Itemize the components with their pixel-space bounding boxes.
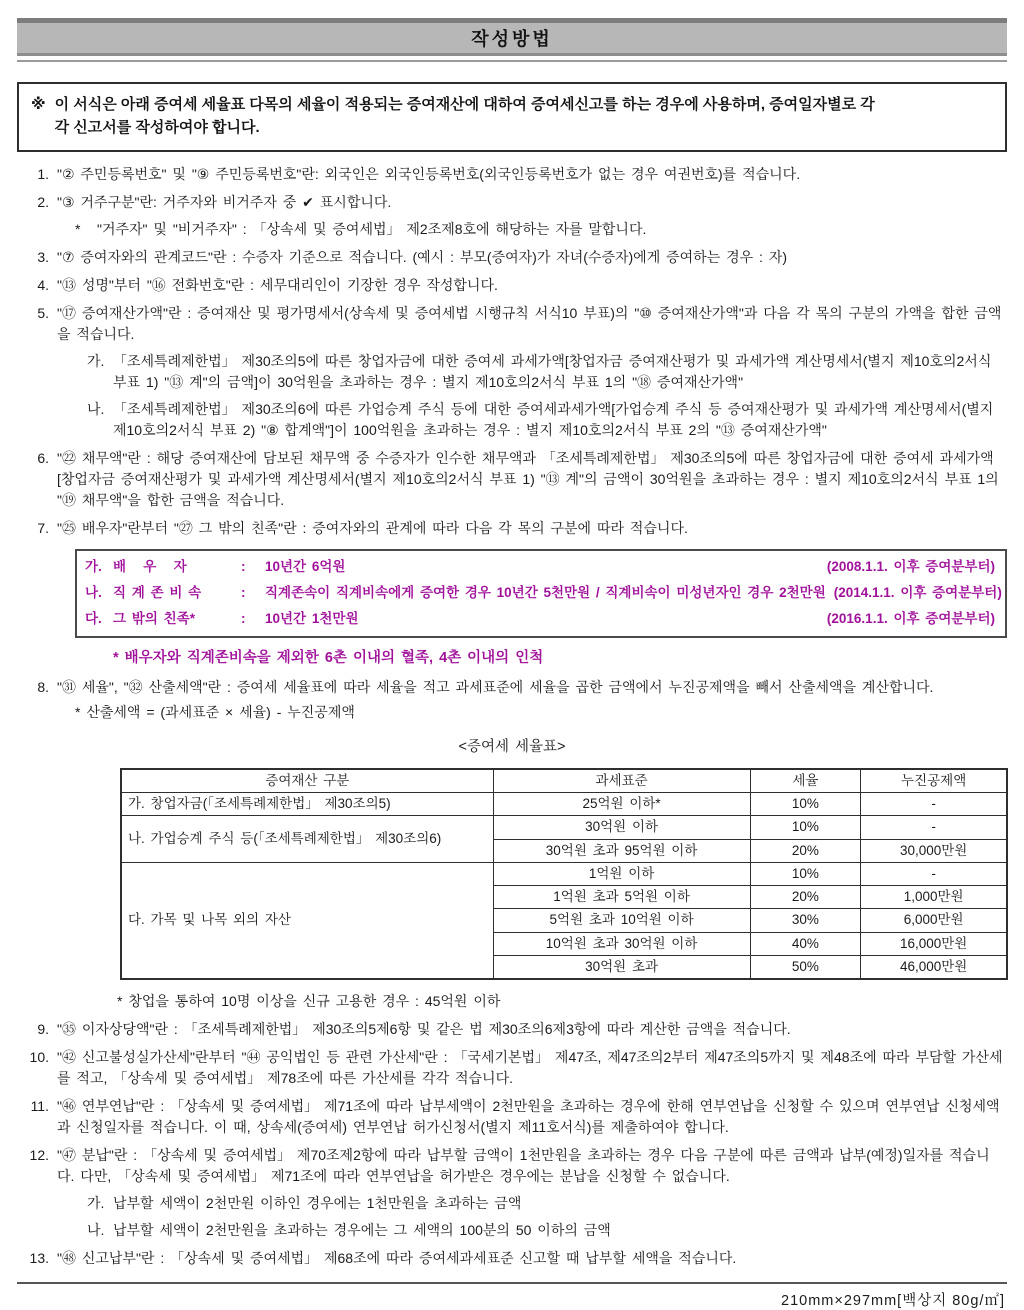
item-text: "㉟ 이자상당액"란 : 「조세특례제한법」 제30조의5제6항 및 같은 법 제30조의6제3항에 따라 계산한 금액을 적습니다. (57, 1021, 791, 1037)
tax-base-cell: 1억원 이하 (493, 862, 750, 885)
row-effective-date: (2008.1.1. 이후 증여분부터) (826, 558, 995, 574)
item-number: 2. (37, 193, 49, 210)
rate-cell: 50% (750, 955, 861, 979)
row-colon: : (241, 584, 246, 600)
sub-marker: 가. (87, 1195, 105, 1211)
row-value: 직계존속이 직계비속에게 증여한 경우 10년간 5천만원 / 직계비속이 미성년자인 경우 2천만원 (265, 584, 826, 600)
item-number: 7. (37, 519, 49, 536)
item-2-note (75, 219, 1007, 240)
item-text: "③ 거주구분"란: 거주자와 비거주자 중 ✔ 표시합니다. (57, 193, 392, 210)
rate-cell: 20% (750, 886, 861, 909)
item-4 (17, 275, 1007, 296)
deduction-cell: 30,000만원 (861, 839, 1007, 862)
title-underline (17, 60, 1007, 62)
header-rate: 세율 (750, 769, 861, 793)
item-5 (17, 303, 1007, 345)
item-number: 11. (30, 1098, 49, 1114)
item-12-sub-na (87, 1220, 1007, 1241)
row-marker: 나. (85, 584, 102, 600)
table-header-row (121, 769, 1007, 793)
item-text: "㊷ 신고불성실가산세"란부터 "㊹ 공익법인 등 관련 가산세"란 : 「국세기본법」 제47조, 제47조의2부터 제47조의5까지 및 제48조에 따라 부담할 가산세를 적고, 「상속세 및 증여세법」 제78조에 따른 가산세를 각각 적습니다. (57, 1049, 1003, 1086)
item-note-text: "거주자" 및 "비거주자" : 「상속세 및 증여세법」 제2조제8호에 해당하는 자를 말합니다. (97, 220, 647, 237)
sub-marker: 가. (87, 352, 105, 369)
item-9 (17, 1019, 1007, 1040)
rate-cell: 10% (750, 816, 861, 839)
instruction-list (17, 164, 1007, 1270)
table-row (121, 816, 1007, 839)
item-8 (17, 677, 1007, 698)
gift-tax-rate-table (120, 768, 1008, 980)
paper-spec-footer: 210mm×297mm[백상지 80g/㎡] (781, 1293, 1005, 1309)
deduction-footnote: * 배우자와 직계존비속을 제외한 6촌 이내의 혈족, 4촌 이내의 인척 (113, 650, 544, 667)
item-7 (17, 518, 1007, 539)
deduction-cell: - (861, 816, 1007, 839)
sub-text: 「조세특례제한법」 제30조의6에 따른 가업승계 주식 등에 대한 증여세과세가액[가업승계 주식 등 증여재산평가 및 과세가액 계산명세서(별지 제10호의2서식 부표 2) "⑧ 합계액"]이 100억원을 초과하는 경우 : 별지 제10호의2서식 부표 2의 "⑬ 증여재산가액" (113, 400, 994, 438)
tax-base-cell: 10억원 초과 30억원 이하 (493, 932, 750, 955)
row-effective-date: (2014.1.1. 이후 증여분부터) (833, 584, 1002, 600)
category-cell: 다. 가목 및 나목 외의 자산 (121, 862, 493, 979)
row-marker: 가. (85, 558, 102, 574)
deduction-cell: 46,000만원 (861, 955, 1007, 979)
sub-marker: 나. (87, 1222, 105, 1238)
header-tax-base: 과세표준 (493, 769, 750, 793)
rate-cell: 30% (750, 909, 861, 932)
gift-deduction-box (75, 549, 1007, 639)
tax-base-cell: 1억원 초과 5억원 이하 (493, 886, 750, 909)
category-cell: 나. 가업승계 주식 등(「조세특례제한법」 제30조의6) (121, 816, 493, 863)
item-2 (17, 192, 1007, 213)
sub-marker: 나. (87, 400, 105, 417)
row-marker: 다. (85, 611, 102, 626)
item-number: 3. (37, 248, 49, 265)
rate-table-footnote: * 창업을 통하여 10명 이상을 신규 고용한 경우 : 45억원 이하 (117, 993, 501, 1009)
sub-text: 「조세특례제한법」 제30조의5에 따른 창업자금에 대한 증여세 과세가액[창업자금 증여재산평가 및 과세가액 계산명세서(별지 제10호의2서식 부표 1) "⑬ 계"의 금액]이 30억원을 초과하는 경우 : 별지 제10호의2서식 부표 1의 "⑱ 증여재산가액" (113, 352, 992, 390)
item-number: 13. (29, 1250, 49, 1266)
deduction-row-lineal (85, 580, 1002, 606)
item-text: "⑰ 증여재산가액"란 : 증여재산 및 평가명세서(상속세 및 증여세법 시행규칙 서식10 부표)의 "⑩ 증여재산가액"과 다음 각 목의 구분의 가액을 합한 금액을 적습니다. (57, 304, 1002, 342)
item-text: "㉕ 배우자"란부터 "㉗ 그 밖의 친족"란 : 증여자와의 관계에 따라 다음 각 목의 구분에 따라 적습니다. (57, 519, 688, 536)
sub-text: 납부할 세액이 2천만원을 초과하는 경우에는 그 세액의 100분의 50 이하의 금액 (113, 1222, 611, 1238)
reference-mark-icon: ※ (31, 96, 46, 113)
item-number: 6. (37, 449, 49, 466)
asterisk-marker: * (75, 220, 81, 237)
deduction-cell: - (861, 862, 1007, 885)
row-label: 직 계 존 비 속 (113, 584, 202, 600)
notice-box (17, 82, 1007, 152)
title-bar (17, 18, 1007, 56)
item-3 (17, 247, 1007, 268)
tax-base-cell: 5억원 초과 10억원 이하 (493, 909, 750, 932)
header-progressive-deduction: 누진공제액 (861, 769, 1007, 793)
deduction-cell: 6,000만원 (861, 909, 1007, 932)
item-text: "㊼ 분납"란 : 「상속세 및 증여세법」 제70조제2항에 따라 납부할 금액이 1천만원을 초과하는 경우 다음 구분에 따른 금액과 납부(예정)일자를 적습니다. 다만, 「상속세 및 증여세법」 제71조에 따라 연부연납을 허가받은 경우에는 분납을 신청할 수 없습니다. (57, 1147, 990, 1184)
item-text: "⑬ 성명"부터 "⑯ 전화번호"란 : 세무대리인이 기장한 경우 작성합니다. (57, 276, 498, 293)
row-value: 10년간 6억원 (265, 558, 346, 574)
notice-text (55, 93, 993, 140)
item-text: "㊻ 연부연납"란 : 「상속세 및 증여세법」 제71조에 따라 납부세액이 2천만원을 초과하는 경우에 한해 연부연납을 신청할 수 있으며 연부연납 신청세액과 신청일자를 적습니다. 이 때, 상속세(증여세) 연부연납 허가신청서(별지 제11호서식)를 제출하여야 합니다. (57, 1098, 1000, 1135)
tax-base-cell: 30억원 초과 95억원 이하 (493, 839, 750, 862)
item-number: 5. (37, 304, 49, 321)
item-number: 10. (29, 1049, 49, 1065)
rate-cell: 40% (750, 932, 861, 955)
item-number: 12. (29, 1147, 49, 1163)
item-10 (17, 1047, 1007, 1089)
row-colon: : (241, 611, 246, 626)
footer-rule (17, 1282, 1007, 1284)
item-5-sub-ga (87, 351, 1007, 393)
deduction-row-other-relatives (85, 606, 995, 632)
item-text: "㊽ 신고납부"란 : 「상속세 및 증여세법」 제68조에 따라 증여세과세표준 신고할 때 납부할 세액을 적습니다. (57, 1250, 737, 1266)
row-label: 배 우 자 (113, 558, 187, 574)
item-12 (17, 1145, 1007, 1187)
deduction-cell: 1,000만원 (861, 886, 1007, 909)
tax-base-cell: 30억원 이하 (493, 816, 750, 839)
deduction-cell: 16,000만원 (861, 932, 1007, 955)
item-text: "㉒ 채무액"란 : 해당 증여재산에 담보된 채무액 중 수증자가 인수한 채무액과 「조세특례제한법」 제30조의5에 따른 창업자금에 대한 증여세 과세가액[창업자금 증여재산평가 및 과세가액 계산명세서(별지 제10호의2서식 부표 1) "⑬ 계"의 금액이 30억원을 초과하는 경우 : 별지 제10호의2서식 부표 1의 "⑲ 채무액"을 합한 금액을 적습니다. (57, 449, 999, 508)
row-effective-date: (2016.1.1. 이후 증여분부터) (826, 611, 995, 626)
row-label: 그 밖의 친족* (113, 611, 195, 626)
item-text: "㉛ 세율", "㉜ 산출세액"란 : 증여세 세율표에 따라 세율을 적고 과세표준에 세율을 곱한 금액에서 누진공제액을 빼서 산출세액을 계산합니다. (57, 679, 934, 695)
rate-cell: 10% (750, 793, 861, 816)
item-13 (17, 1248, 1007, 1269)
tax-base-cell: 30억원 초과 (493, 955, 750, 979)
item-text: "⑦ 증여자와의 관계코드"란 : 수증자 기준으로 적습니다. (예시 : 부모(증여자)가 자녀(수증자)에게 증여하는 경우 : 자) (57, 248, 788, 265)
item-text: "② 주민등록번호" 및 "⑨ 주민등록번호"란: 외국인은 외국인등록번호(외국인등록번호가 없는 경우 여권번호)를 적습니다. (57, 165, 801, 182)
deduction-cell: - (861, 793, 1007, 816)
item-12-sub-ga (87, 1193, 1007, 1214)
header-category: 증여재산 구분 (121, 769, 493, 793)
item-number: 9. (37, 1021, 49, 1037)
item-number: 1. (37, 165, 49, 182)
table-row (121, 793, 1007, 816)
item-1 (17, 164, 1007, 185)
notice-line-2: 각 신고서를 작성하여야 합니다. (54, 119, 260, 137)
row-value: 10년간 1천만원 (265, 611, 359, 626)
table-row (121, 862, 1007, 885)
deduction-row-spouse (85, 554, 995, 580)
sub-text: 납부할 세액이 2천만원 이하인 경우에는 1천만원을 초과하는 금액 (113, 1195, 522, 1211)
category-cell: 가. 창업자금(「조세특례제한법」 제30조의5) (121, 793, 493, 816)
tax-base-cell: 25억원 이하* (493, 793, 750, 816)
rate-cell: 10% (750, 862, 861, 885)
rate-cell: 20% (750, 839, 861, 862)
row-colon: : (241, 558, 246, 574)
page-title: 작성방법 (471, 29, 553, 49)
rate-table-title: <증여세 세율표> (458, 739, 566, 755)
calc-formula: * 산출세액 = (과세표준 × 세율) - 누진공제액 (75, 704, 355, 720)
item-number: 8. (37, 679, 49, 695)
item-number: 4. (37, 276, 49, 293)
item-11 (17, 1096, 1007, 1138)
item-5-sub-na (87, 399, 1007, 441)
notice-line-1: 이 서식은 아래 증여세 세율표 다목의 세율이 적용되는 증여재산에 대하여 증여세신고를 하는 경우에 사용하며, 증여일자별로 각 (54, 96, 875, 113)
item-6 (17, 448, 1007, 511)
